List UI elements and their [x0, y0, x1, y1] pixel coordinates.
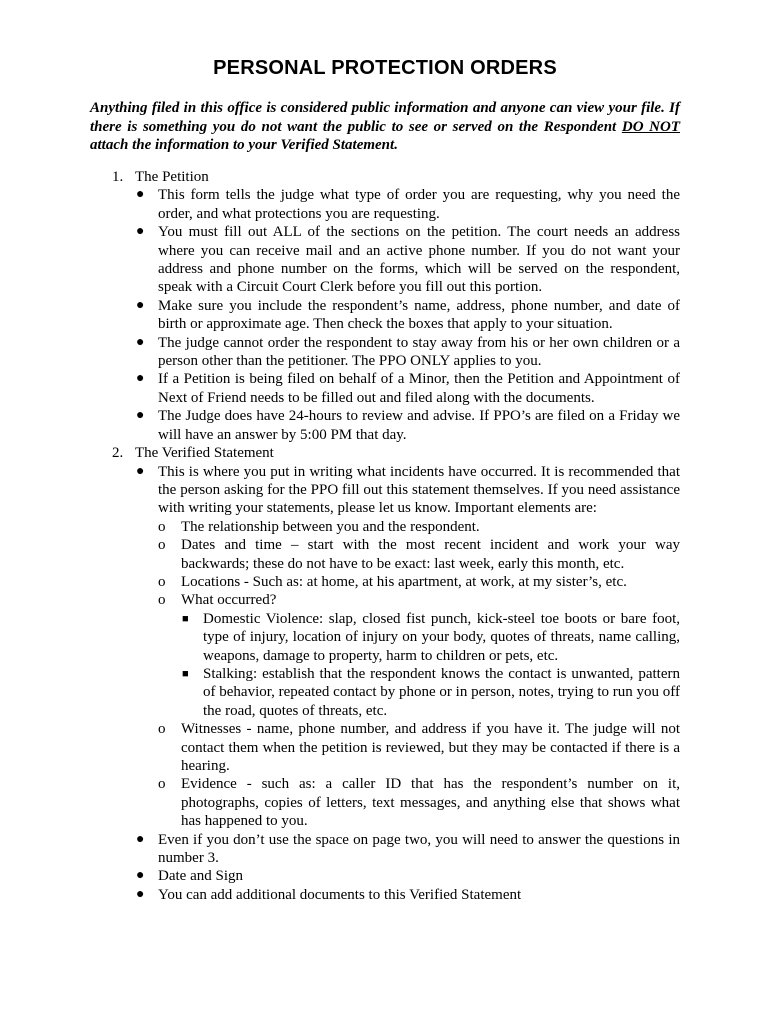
list-item-text: Dates and time – start with the most recent incident and work your way backwards; these do not have to be exact: last week, early this month, etc.: [181, 537, 680, 572]
list-item: [135, 831, 680, 868]
list-item-text: Stalking: establish that the respondent knows the contact is unwanted, pattern of behavior, repeated contact by phone or in person, notes, trying to run you off the road, quotes of threats, etc.: [203, 665, 680, 719]
list-item: [135, 223, 680, 297]
circle-bullet-icon: o: [158, 721, 166, 738]
list-item: [158, 573, 680, 591]
public-information-notice: [90, 99, 680, 155]
bullet-icon: ●: [136, 831, 145, 847]
circle-bullet-icon: o: [158, 573, 166, 590]
list-item: [158, 720, 680, 775]
section-number: 2.: [112, 445, 124, 462]
list-item: [158, 775, 680, 830]
circle-bullet-icon: o: [158, 592, 166, 609]
section-petition: [90, 168, 680, 444]
bullet-icon: ●: [136, 371, 145, 387]
notice-text: Anything filed in this office is considered public information and anyone can view your file. If there is something you do not want the public to see or served on the Respondent: [90, 100, 680, 135]
bullet-icon: ●: [136, 463, 145, 479]
section-heading: The Verified Statement: [135, 445, 274, 462]
list-item: [135, 867, 680, 885]
list-item-text: Locations - Such as: at home, at his apartment, at work, at my sister’s, etc.: [181, 573, 627, 590]
list-item: [135, 297, 680, 334]
list-item: [158, 591, 680, 720]
important-elements-list: [158, 518, 680, 831]
list-item-text: You must fill out ALL of the sections on the petition. The court needs an address where you can receive mail and an active phone number. If you do not want your address and phone number on the forms, which will be served on the respondent, speak with a Circuit Court Clerk before you fill out this portion.: [158, 224, 680, 296]
list-item-text: What occurred?: [181, 592, 277, 609]
circle-bullet-icon: o: [158, 537, 166, 554]
list-item-text: Domestic Violence: slap, closed fist punch, kick-steel toe boots or bare foot, type of injury, location of injury on your body, quotes of threats, name calling, weapons, damage to property, harm to children or pets, etc.: [203, 610, 680, 664]
section-verified-statement: [90, 444, 680, 904]
list-item-text: You can add additional documents to this Verified Statement: [158, 886, 522, 903]
verified-statement-items: [135, 463, 680, 905]
list-item: [135, 463, 680, 831]
list-item-text: The relationship between you and the respondent.: [181, 518, 480, 535]
bullet-icon: ●: [136, 886, 145, 902]
list-item: [135, 186, 680, 223]
list-item: [181, 665, 680, 720]
bullet-icon: ●: [136, 334, 145, 350]
list-item: [181, 610, 680, 665]
section-number: 1.: [112, 169, 124, 185]
list-item: [135, 886, 680, 904]
bullet-icon: ●: [136, 224, 145, 240]
list-item: [158, 536, 680, 573]
list-item-text: This form tells the judge what type of order you are requesting, why you need the order, and what protections you are requesting.: [158, 187, 680, 222]
bullet-icon: ●: [136, 408, 145, 424]
page-title: PERSONAL PROTECTION ORDERS: [213, 57, 557, 79]
list-item: [135, 407, 680, 444]
incident-types-list: [181, 610, 680, 720]
notice-text-end: attach the information to your Verified Statement.: [90, 137, 398, 154]
circle-bullet-icon: o: [158, 518, 166, 535]
notice-emphasis: DO NOT: [621, 118, 681, 135]
list-item-text: Date and Sign: [158, 868, 243, 885]
list-item: [135, 334, 680, 371]
list-item-text: Even if you don’t use the space on page two, you will need to answer the questions in number 3.: [158, 831, 680, 867]
list-item: [135, 370, 680, 407]
section-heading: The Petition: [135, 169, 209, 185]
list-item-text: Evidence - such as: a caller ID that has the respondent’s number on it, photographs, copies of letters, text messages, and anything else that shows what has happened to you.: [181, 776, 680, 830]
square-bullet-icon: ■: [182, 612, 189, 625]
list-item-text: Make sure you include the respondent’s name, address, phone number, and date of birth or approximate age. Then check the boxes that apply to your situation.: [158, 297, 680, 333]
list-item-text: This is where you put in writing what incidents have occurred. It is recommended that the person asking for the PPO fill out this statement themselves. If you need assistance with writing your statements, please let us know. Important elements are:: [158, 463, 680, 517]
square-bullet-icon: ■: [182, 667, 189, 680]
circle-bullet-icon: o: [158, 776, 166, 793]
list-item-text: The judge cannot order the respondent to stay away from his or her own children or a person other than the petitioner. The PPO ONLY applies to you.: [158, 334, 680, 370]
bullet-icon: ●: [136, 297, 145, 313]
list-item-text: Witnesses - name, phone number, and address if you have it. The judge will not contact them when the petition is reviewed, but they may be contacted if there is a hearing.: [181, 721, 680, 774]
list-item: [158, 518, 680, 536]
bullet-icon: ●: [136, 187, 145, 203]
petition-items: [135, 186, 680, 444]
list-item-text: The Judge does have 24-hours to review and advise. If PPO’s are filed on a Friday we will have an answer by 5:00 PM that day.: [158, 408, 680, 443]
bullet-icon: ●: [136, 868, 145, 884]
instructions-list: [90, 168, 680, 904]
list-item-text: If a Petition is being filed on behalf of a Minor, then the Petition and Appointment of Next of Friend needs to be filled out and filed along with the documents.: [158, 371, 680, 406]
